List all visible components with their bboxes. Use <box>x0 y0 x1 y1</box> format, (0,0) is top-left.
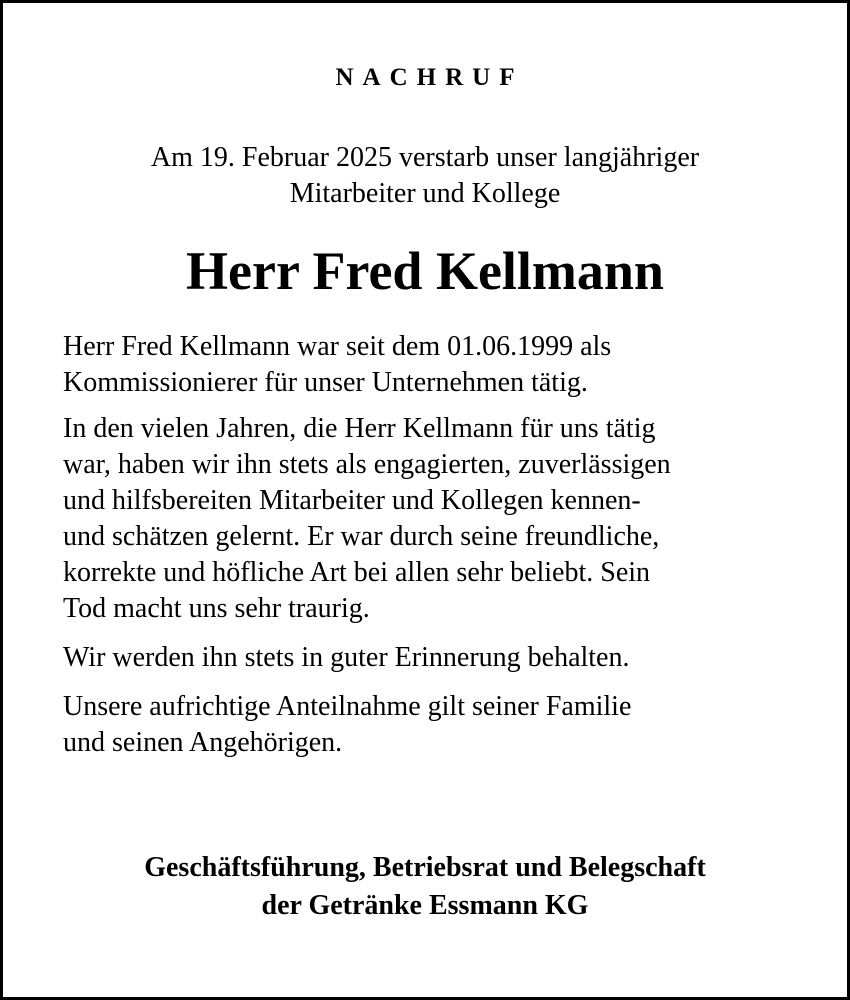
text-line: Herr Fred Kellmann war seit dem 01.06.1999 als <box>63 331 612 362</box>
text-line: und seinen Angehörigen. <box>63 727 343 758</box>
paragraph-memory <box>63 640 803 676</box>
body-text <box>63 329 803 761</box>
text-line: korrekte und höfliche Art bei allen sehr beliebt. Sein <box>63 557 651 588</box>
paragraph-condolence <box>63 689 803 761</box>
text-line: In den vielen Jahren, die Herr Kellmann für uns tätig <box>63 413 656 444</box>
text-line: Wir werden ihn stets in guter Erinnerung behalten. <box>63 642 630 673</box>
deceased-name: Herr Fred Kellmann <box>186 241 664 301</box>
text-line: Kommissionierer für unser Unternehmen tätig. <box>63 367 588 398</box>
text-line: war, haben wir ihn stets als engagierten, zuverlässigen <box>63 449 671 480</box>
intro-line: Mitarbeiter und Kollege <box>289 178 561 209</box>
signature-line: Geschäftsführung, Betriebsrat und Belegschaft <box>144 852 706 883</box>
notice-heading: NACHRUF <box>335 64 524 91</box>
text-line: Unsere aufrichtige Anteilnahme gilt seiner Familie <box>63 691 632 722</box>
text-line: Tod macht uns sehr traurig. <box>63 593 370 624</box>
text-line: und hilfsbereiten Mitarbeiter und Kollegen kennen- <box>63 485 641 516</box>
intro-line: Am 19. Februar 2025 verstarb unser langjähriger <box>150 142 700 173</box>
signature-block <box>3 849 847 925</box>
text-line: und schätzen gelernt. Er war durch seine freundliche, <box>63 521 660 552</box>
paragraph-employment <box>63 329 803 401</box>
signature-line: der Getränke Essmann KG <box>261 890 589 921</box>
paragraph-tribute <box>63 411 803 627</box>
intro-text <box>3 140 847 212</box>
